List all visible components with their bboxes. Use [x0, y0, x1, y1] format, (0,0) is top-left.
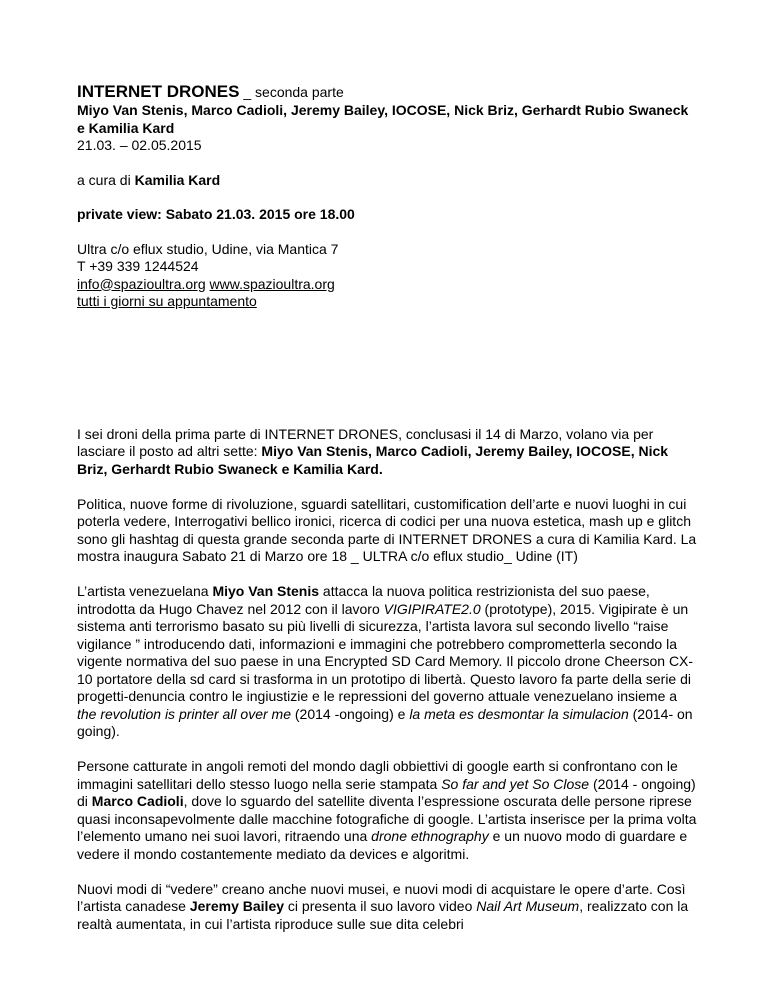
- text: (2014- on going).: [77, 705, 693, 739]
- text: Persone catturate in angoli remoti del mondo dagli obbiettivi di google earth si confrontano con le immagini satellitari dello stesso luogo nella serie stampata: [77, 758, 678, 792]
- intro-artists: Miyo Van Stenis, Marco Cadioli, Jeremy Bailey, IOCOSE, Nick Briz, Gerhardt Rubio Swaneck e Kamilia Kard.: [77, 443, 669, 477]
- work-title: la meta es desmontar la simulacion: [409, 705, 629, 722]
- work-title: the revolution is printer all over me: [77, 705, 291, 722]
- hours-link[interactable]: tutti i giorni su appuntamento: [77, 293, 257, 309]
- paragraph-themes: Politica, nuove forme di rivoluzione, sguardi satellitari, customification dell’arte e nuovi luoghi in cui poterla vedere, Interrogativi bellico ironici, ricerca di codici per una nuova estetica, mash up e glitch sono gli hashtag di questa grande seconda parte di INTERNET DRONES a cura di Kamilia Kard. La mostra inaugura Sabato 21 di Marzo ore 18 _ ULTRA c/o eflux studio_ Udine (IT): [77, 495, 697, 564]
- text: (2014 -ongoing) e: [291, 705, 410, 722]
- work-title: So far and yet So Close: [441, 775, 590, 792]
- text: , realizzato con la realtà aumentata, in cui l’artista riproduce sulle sue dita celebri: [77, 898, 689, 932]
- title-main: INTERNET DRONES: [77, 82, 240, 101]
- intro-text: I sei droni della prima parte di INTERNET DRONES, conclusasi il 14 di Marzo, volano via per lasciare il posto ad altri sette:: [77, 425, 654, 459]
- private-view: private view: Sabato 21.03. 2015 ore 18.00: [77, 206, 355, 222]
- website-link[interactable]: www.spazioultra.org: [209, 275, 335, 292]
- paragraph-intro: [77, 426, 697, 479]
- exhibition-dates: 21.03. – 02.05.2015: [77, 137, 202, 153]
- email-link[interactable]: info@spazioultra.org: [77, 275, 206, 292]
- venue-phone: T +39 339 1244524: [77, 258, 199, 274]
- venue-address: Ultra c/o eflux studio, Udine, via Mantica 7: [77, 240, 339, 257]
- artist-name: Marco Cadioli: [91, 793, 184, 809]
- curator-line: [77, 172, 697, 190]
- curator-name: Kamilia Kard: [134, 171, 221, 188]
- curator-prefix: a cura di: [77, 171, 135, 188]
- paragraph-bailey: [77, 881, 697, 934]
- artist-name: Jeremy Bailey: [189, 898, 285, 914]
- text: attacca la nuova politica restrizionista del suo paese, introdotta da Hugo Chavez nel 2012 con il lavoro: [77, 583, 650, 617]
- artist-list: Miyo Van Stenis, Marco Cadioli, Jeremy Bailey, IOCOSE, Nick Briz, Gerhardt Rubio Swaneck e Kamilia Kard: [77, 102, 689, 136]
- work-title: VIGIPIRATE2.0: [383, 600, 481, 617]
- text: (prototype), 2015. Vigipirate è un sistema anti terrorismo basato su più livelli di sicurezza, l’artista lavora sul secondo livello “raise vigilance ” introducendo dati, informazioni e immagini che potrebbero comprometterla secondo la vigente normativa del suo paese in una Encrypted SD Card Memory. Il piccolo drone Cheerson CX-10 portatore della sd card si trasforma in un prototipo di libertà. Questo lavoro fa parte della serie di progetti-denuncia contro le ingiustizie e le repressioni del governo attuale venezuelano insieme a: [77, 600, 694, 704]
- work-title: drone ethnography: [371, 828, 489, 844]
- text: e un nuovo modo di guardare e vedere il mondo costantemente mediato da devices e algoritmi.: [77, 828, 688, 862]
- opening-hours: [77, 293, 697, 311]
- contact-links: [77, 276, 697, 294]
- text: ci presenta il suo lavoro video: [284, 898, 477, 914]
- press-release: [77, 82, 697, 951]
- paragraph-cadioli: [77, 758, 697, 863]
- text: L’artista venezuelana: [77, 583, 213, 599]
- work-title: Nail Art Museum: [476, 898, 580, 914]
- artist-name: Miyo Van Stenis: [212, 583, 320, 599]
- exhibition-title: [77, 82, 697, 102]
- text: , dove lo sguardo del satellite diventa l’espressione oscurata delle persone riprese quasi inconsapevolmente dalle macchine fotografiche di google. L’artista inserisce per la prima volta l’elemento umano nei suoi lavori, ritraendo una: [77, 793, 697, 844]
- text: Nuovi modi di “vedere” creano anche nuovi musei, e nuovi modi di acquistare le opere d’arte. Così l’artista canadese: [77, 880, 686, 914]
- text: (2014 - ongoing) di: [77, 775, 696, 809]
- paragraph-van-stenis: [77, 583, 697, 741]
- title-suffix: _ seconda parte: [239, 84, 344, 100]
